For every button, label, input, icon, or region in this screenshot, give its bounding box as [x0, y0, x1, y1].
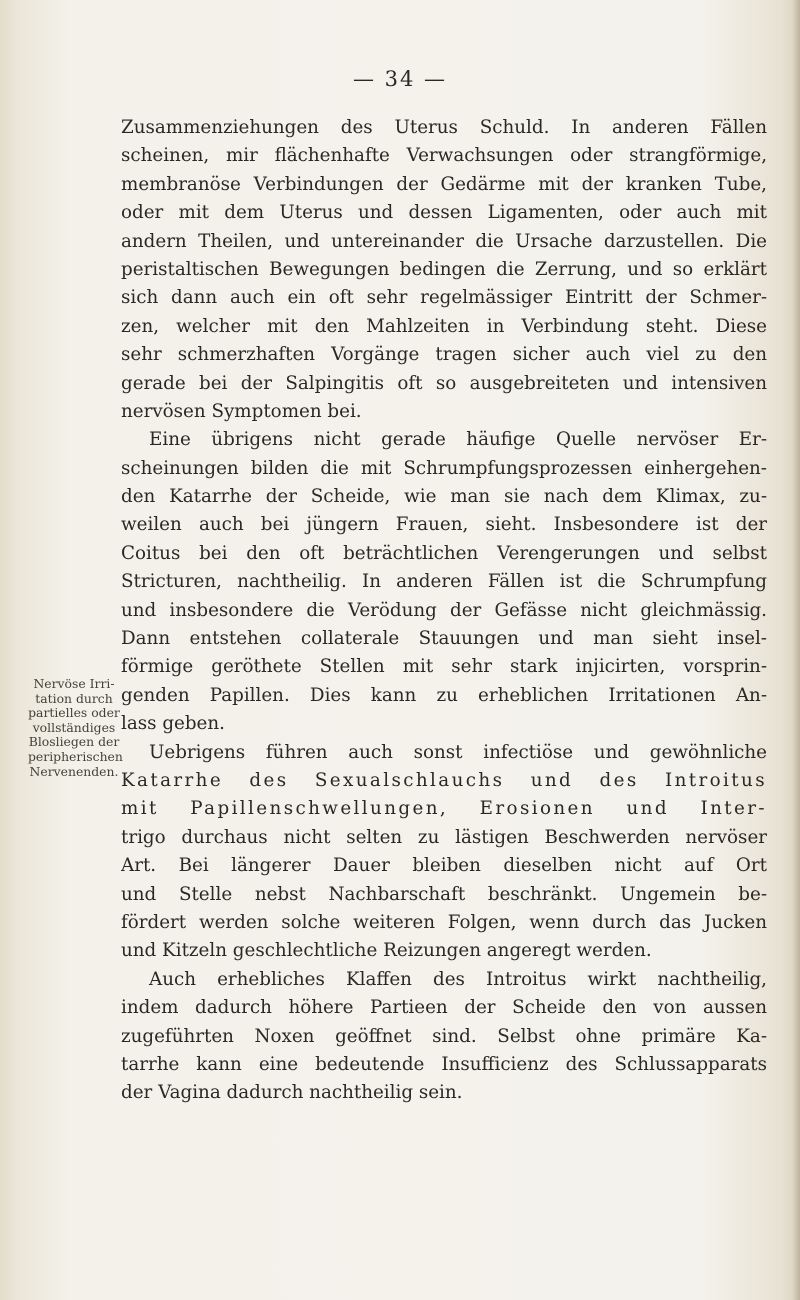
- text-line: zugeführten Noxen geöffnet sind. Selbst ohne primäre Ka-: [121, 1025, 767, 1047]
- page-edge-shadow: [792, 0, 800, 1300]
- text-line: nervösen Symptomen bei.: [121, 400, 362, 422]
- text-line: und Stelle nebst Nachbarschaft beschränkt. Ungemein be-: [121, 883, 767, 905]
- text-line: Eine übrigens nicht gerade häufige Quelle nervöser Er-: [149, 429, 767, 451]
- margin-note: [28, 676, 123, 779]
- text-line: Art. Bei längerer Dauer bleiben dieselben nicht auf Ort: [121, 855, 767, 877]
- margin-note-line: vollständiges: [32, 719, 116, 735]
- page-number: — 34 —: [352, 67, 448, 91]
- text-line: indem dadurch höhere Partieen der Scheide den von aussen: [121, 997, 767, 1019]
- text-line: sehr schmerzhaften Vorgänge tragen sicher auch viel zu den: [121, 344, 767, 366]
- text-line: scheinungen bilden die mit Schrumpfungsprozessen einhergehen-: [121, 457, 767, 479]
- text-line: mit Papillenschwellungen, Erosionen und Inter-: [121, 798, 767, 820]
- text-line: Auch erhebliches Klaffen des Introitus wirkt nachtheilig,: [149, 968, 767, 990]
- text-line: genden Papillen. Dies kann zu erheblichen Irritationen An-: [121, 684, 767, 706]
- text-line: und insbesondere die Verödung der Gefässe nicht gleichmässig.: [121, 599, 767, 621]
- text-line: peristaltischen Bewegungen bedingen die Zerrung, und so erklärt: [121, 258, 767, 280]
- text-line: Stricturen, nachtheilig. In anderen Fällen ist die Schrumpfung: [121, 571, 767, 593]
- text-line: den Katarrhe der Scheide, wie man sie nach dem Klimax, zu-: [121, 486, 767, 508]
- text-line: förmige geröthete Stellen mit sehr stark injicirten, vorsprin-: [121, 656, 767, 678]
- margin-note-line: Blosliegen der: [28, 734, 120, 750]
- margin-note-line: tation durch: [35, 690, 113, 706]
- text-line: oder mit dem Uterus und dessen Ligamenten, oder auch mit: [121, 202, 767, 224]
- text-line: der Vagina dadurch nachtheilig sein.: [121, 1082, 463, 1104]
- text-line: weilen auch bei jüngern Frauen, sieht. Insbesondere ist der: [121, 514, 767, 536]
- text-line: Dann entstehen collaterale Stauungen und man sieht insel-: [121, 628, 767, 650]
- text-line: membranöse Verbindungen der Gedärme mit der kranken Tube,: [121, 173, 767, 195]
- margin-note-line: Nervenenden.: [29, 763, 119, 779]
- text-line: zen, welcher mit den Mahlzeiten in Verbindung steht. Diese: [121, 315, 767, 337]
- margin-note-line: Nervöse Irri-: [33, 676, 115, 691]
- text-line: trigo durchaus nicht selten zu lästigen Beschwerden nervöser: [121, 826, 767, 848]
- text-line: gerade bei der Salpingitis oft so ausgebreiteten und intensiven: [121, 372, 767, 394]
- text-line: andern Theilen, und untereinander die Ursache darzustellen. Die: [121, 230, 767, 252]
- body-text: [121, 114, 767, 1108]
- text-line: Coitus bei den oft beträchtlichen Verengerungen und selbst: [121, 542, 767, 564]
- text-line: fördert werden solche weiteren Folgen, wenn durch das Jucken: [121, 911, 767, 933]
- text-line: und Kitzeln geschlechtliche Reizungen angeregt werden.: [121, 940, 652, 962]
- text-line: Katarrhe des Sexualschlauchs und des Introitus: [121, 769, 767, 791]
- text-line: Uebrigens führen auch sonst infectiöse und gewöhnliche: [149, 741, 767, 763]
- text-line: Zusammenziehungen des Uterus Schuld. In anderen Fällen: [121, 117, 767, 138]
- text-line: sich dann auch ein oft sehr regelmässiger Eintritt der Schmer-: [121, 287, 767, 309]
- text-line: scheinen, mir flächenhafte Verwachsungen oder strangförmige,: [121, 145, 767, 167]
- text-line: tarrhe kann eine bedeutende Insufficienz des Schlussapparats: [121, 1053, 767, 1075]
- margin-note-line: peripherischen: [28, 748, 123, 764]
- margin-note-line: partielles oder: [28, 705, 120, 721]
- text-line: lass geben.: [121, 713, 225, 735]
